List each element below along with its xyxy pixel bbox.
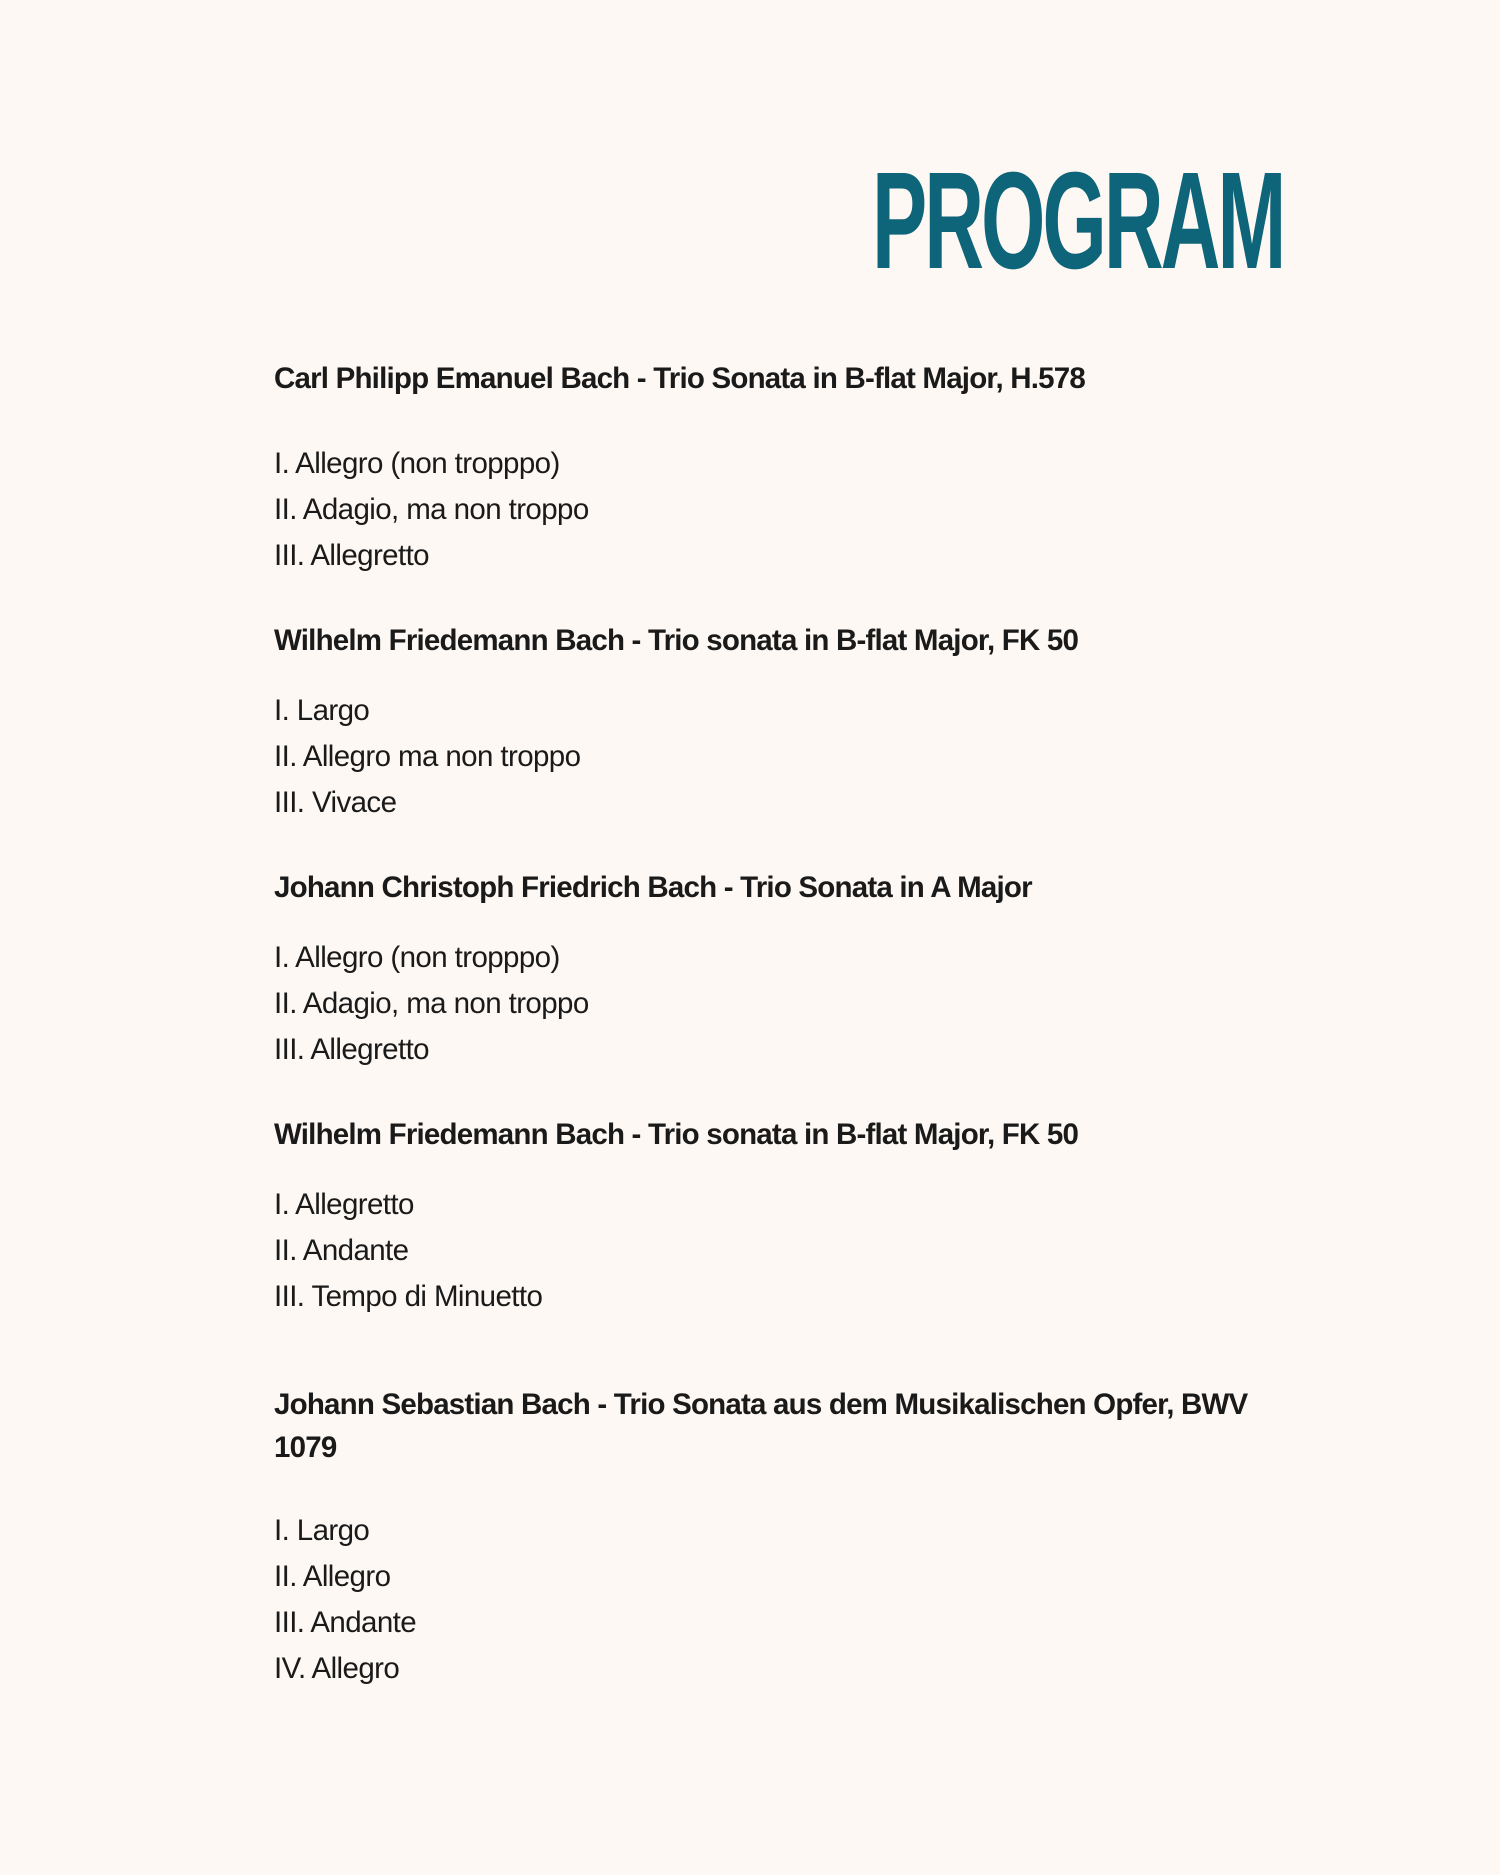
piece-heading: Johann Sebastian Bach - Trio Sonata aus dem Musikalischen Opfer, BWV 1079 — [274, 1388, 1248, 1464]
movement-item: II. Allegro — [274, 1560, 391, 1593]
movement-item: III. Vivace — [274, 786, 397, 819]
piece-heading: Wilhelm Friedemann Bach - Trio sonata in B-flat Major, FK 50 — [274, 1118, 1079, 1151]
movement-item: II. Andante — [274, 1234, 409, 1267]
movement-item: II. Adagio, ma non troppo — [274, 987, 589, 1020]
program-piece — [274, 866, 1274, 1073]
movement-list — [274, 1508, 1274, 1692]
movement-item: I. Allegro (non tropppo) — [274, 447, 560, 480]
movement-item: II. Adagio, ma non troppo — [274, 493, 589, 526]
piece-heading: Carl Philipp Emanuel Bach - Trio Sonata in B-flat Major, H.578 — [274, 362, 1085, 395]
movement-item: III. Tempo di Minuetto — [274, 1280, 543, 1313]
program-list — [274, 357, 1274, 1692]
program-piece — [274, 619, 1274, 826]
program-piece — [274, 357, 1274, 579]
movement-item: I. Largo — [274, 1514, 370, 1547]
movement-item: I. Allegro (non tropppo) — [274, 941, 560, 974]
movement-item: II. Allegro ma non troppo — [274, 740, 581, 773]
movement-item: I. Allegretto — [274, 1188, 414, 1221]
movement-item: III. Allegretto — [274, 539, 429, 572]
movement-list — [274, 441, 1274, 579]
piece-heading: Johann Christoph Friedrich Bach - Trio Sonata in A Major — [274, 871, 1032, 904]
movement-item: III. Andante — [274, 1606, 417, 1639]
movement-list — [274, 688, 1274, 826]
program-piece — [274, 1383, 1274, 1692]
program-piece — [274, 1113, 1274, 1320]
piece-heading: Wilhelm Friedemann Bach - Trio sonata in B-flat Major, FK 50 — [274, 624, 1079, 657]
page-title: PROGRAM — [872, 144, 1284, 298]
movement-list — [274, 935, 1274, 1073]
movement-item: I. Largo — [274, 694, 370, 727]
movement-item: III. Allegretto — [274, 1033, 429, 1066]
movement-item: IV. Allegro — [274, 1652, 400, 1685]
movement-list — [274, 1182, 1274, 1320]
